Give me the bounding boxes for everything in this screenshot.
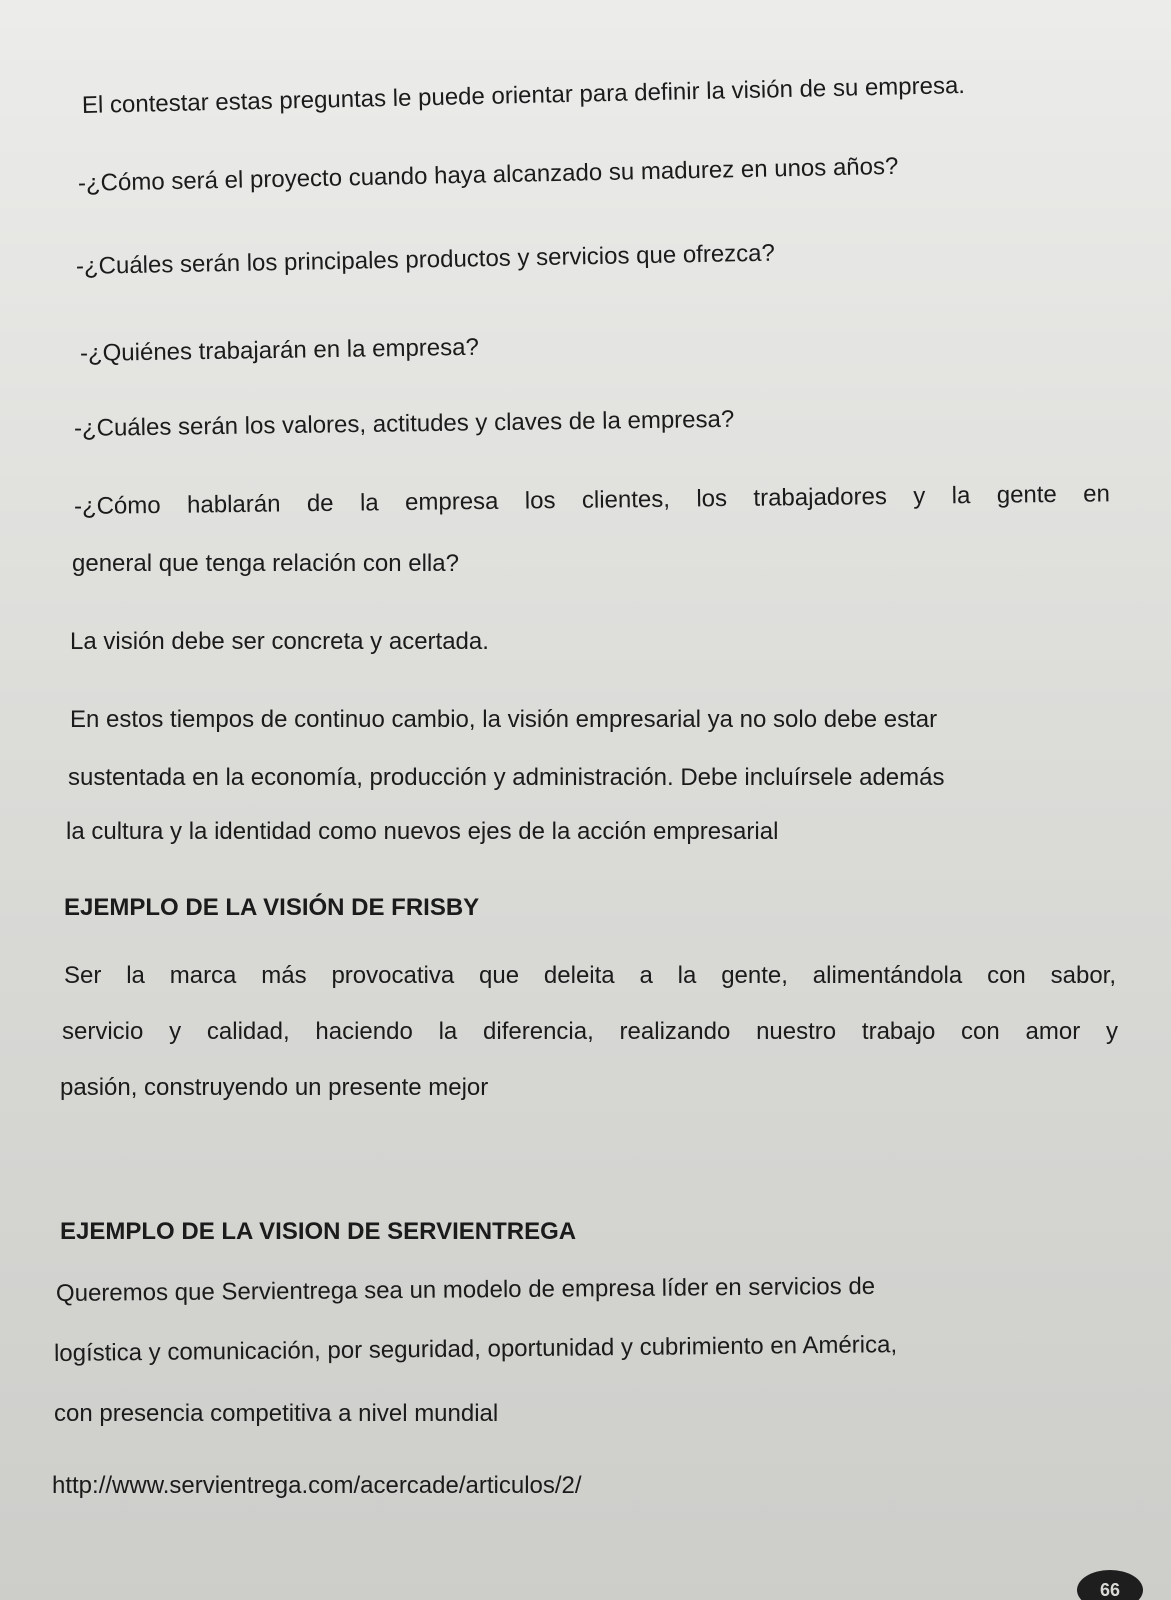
paragraph-line-1: En estos tiempos de continuo cambio, la visión empresarial ya no solo debe estar <box>70 706 938 733</box>
vision-statement: La visión debe ser concreta y acertada. <box>70 628 489 655</box>
question-4: -¿Cuáles serán los valores, actitudes y claves de la empresa? <box>73 405 735 442</box>
intro-text: El contestar estas preguntas le puede orientar para definir la visión de su empresa. <box>81 71 966 119</box>
servientrega-line-2: logística y comunicación, por seguridad, oportunidad y cubrimiento en América, <box>53 1331 898 1367</box>
question-3: -¿Quiénes trabajarán en la empresa? <box>79 333 480 367</box>
question-1: -¿Cómo será el proyecto cuando haya alcanzado su madurez en unos años? <box>77 152 899 197</box>
source-url: http://www.servientrega.com/acercade/articulos/2/ <box>52 1472 582 1499</box>
servientrega-heading: EJEMPLO DE LA VISION DE SERVIENTREGA <box>60 1218 577 1245</box>
paragraph-line-2: sustentada en la economía, producción y administración. Debe incluírsele además <box>68 764 945 791</box>
frisby-line-1: Ser la marca más provocativa que deleita a la gente, alimentándola con sabor, <box>64 962 1116 989</box>
servientrega-line-1: Queremos que Servientrega sea un modelo de empresa líder en servicios de <box>55 1272 876 1307</box>
page-number: 66 <box>1077 1570 1143 1600</box>
frisby-heading: EJEMPLO DE LA VISIÓN DE FRISBY <box>64 894 480 921</box>
servientrega-line-3: con presencia competitiva a nivel mundial <box>54 1400 499 1427</box>
frisby-line-3: pasión, construyendo un presente mejor <box>60 1074 489 1101</box>
frisby-line-2: servicio y calidad, haciendo la diferencia, realizando nuestro trabajo con amor y <box>62 1018 1118 1045</box>
question-2: -¿Cuáles serán los principales productos y servicios que ofrezca? <box>75 239 776 280</box>
question-5: -¿Cómo hablarán de la empresa los clientes, los trabajadores y la gente en <box>73 480 1111 520</box>
question-5-continuation: general que tenga relación con ella? <box>72 550 459 577</box>
paragraph-line-3: la cultura y la identidad como nuevos ejes de la acción empresarial <box>66 818 779 845</box>
